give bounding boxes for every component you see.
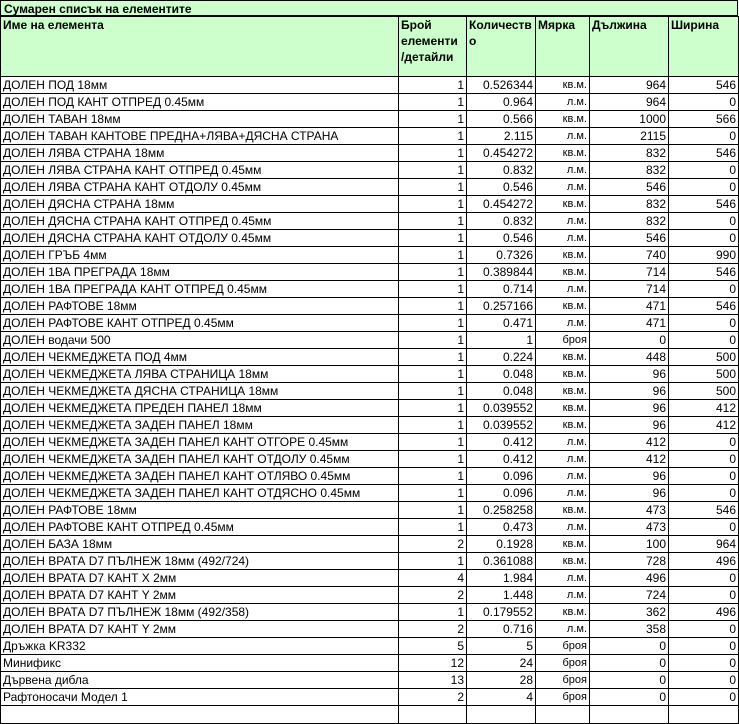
cell-length[interactable]: 832	[590, 196, 669, 213]
cell-quantity[interactable]: 0.048	[467, 366, 536, 383]
table-row	[1, 145, 739, 162]
cell-width[interactable]: 0	[669, 94, 739, 111]
cell-name[interactable]: Дървена дибла	[1, 672, 399, 689]
table-row	[1, 621, 739, 638]
cell-name[interactable]: ДОЛЕН ВРАТА D7 КАНТ Y 2мм	[1, 621, 399, 638]
cell-name[interactable]: ДОЛЕН ЧЕКМЕДЖЕТА ЗАДЕН ПАНЕЛ КАНТ ОТЛЯВО 0.45мм	[1, 468, 399, 485]
table-row	[1, 213, 739, 230]
cell-length[interactable]: 724	[590, 587, 669, 604]
cell-quantity[interactable]: 5	[467, 638, 536, 655]
empty-cell[interactable]	[467, 706, 536, 724]
cell-quantity[interactable]: 0.412	[467, 434, 536, 451]
cell-width[interactable]: 0	[669, 587, 739, 604]
cell-unit[interactable]: л.м.	[536, 128, 590, 145]
table-row	[1, 417, 739, 434]
table-body	[1, 77, 739, 724]
cell-name[interactable]: ДОЛЕН ТАВАН 18мм	[1, 111, 399, 128]
cell-length[interactable]: 740	[590, 247, 669, 264]
cell-length[interactable]: 832	[590, 145, 669, 162]
cell-count[interactable]: 1	[399, 281, 467, 298]
cell-count[interactable]: 1	[399, 213, 467, 230]
cell-name[interactable]: ДОЛЕН ЛЯВА СТРАНА 18мм	[1, 145, 399, 162]
empty-cell[interactable]	[399, 706, 467, 724]
cell-quantity[interactable]: 0.964	[467, 94, 536, 111]
cell-width[interactable]: 964	[669, 536, 739, 553]
cell-count[interactable]: 1	[399, 111, 467, 128]
cell-count[interactable]: 1	[399, 468, 467, 485]
cell-length[interactable]: 0	[590, 638, 669, 655]
cell-quantity[interactable]: 0.412	[467, 451, 536, 468]
table-row	[1, 315, 739, 332]
cell-length[interactable]: 0	[590, 689, 669, 706]
cell-count[interactable]: 5	[399, 638, 467, 655]
table-row	[1, 77, 739, 94]
table-row	[1, 94, 739, 111]
cell-unit[interactable]: л.м.	[536, 434, 590, 451]
cell-length[interactable]: 473	[590, 519, 669, 536]
cell-quantity[interactable]: 1.984	[467, 570, 536, 587]
cell-length[interactable]: 96	[590, 400, 669, 417]
cell-length[interactable]: 546	[590, 230, 669, 247]
cell-width[interactable]: 546	[669, 298, 739, 315]
cell-count[interactable]: 12	[399, 655, 467, 672]
cell-width[interactable]: 0	[669, 128, 739, 145]
cell-width[interactable]: 0	[669, 213, 739, 230]
cell-name[interactable]: ДОЛЕН ЧЕКМЕДЖЕТА ЗАДЕН ПАНЕЛ КАНТ ОТДЯСНО 0.45мм	[1, 485, 399, 502]
cell-width[interactable]: 0	[669, 468, 739, 485]
cell-width[interactable]: 0	[669, 689, 739, 706]
cell-unit[interactable]: л.м.	[536, 230, 590, 247]
cell-quantity[interactable]: 0.361088	[467, 553, 536, 570]
table-row	[1, 247, 739, 264]
cell-quantity[interactable]: 0.7326	[467, 247, 536, 264]
table-row	[1, 298, 739, 315]
cell-width[interactable]: 496	[669, 553, 739, 570]
cell-unit[interactable]: кв.м.	[536, 366, 590, 383]
cell-width[interactable]: 0	[669, 315, 739, 332]
cell-width[interactable]: 0	[669, 332, 739, 349]
cell-width[interactable]: 546	[669, 77, 739, 94]
cell-unit[interactable]: броя	[536, 332, 590, 349]
table-row	[1, 162, 739, 179]
cell-count[interactable]: 1	[399, 400, 467, 417]
cell-length[interactable]: 100	[590, 536, 669, 553]
table-row	[1, 502, 739, 519]
header-unit[interactable]: Мярка	[536, 17, 590, 77]
cell-width[interactable]: 0	[669, 451, 739, 468]
cell-quantity[interactable]: 0.566	[467, 111, 536, 128]
cell-quantity[interactable]: 0.1928	[467, 536, 536, 553]
cell-count[interactable]: 1	[399, 179, 467, 196]
cell-length[interactable]: 0	[590, 672, 669, 689]
cell-name[interactable]: ДОЛЕН ПОД КАНТ ОТПРЕД 0.45мм	[1, 94, 399, 111]
cell-length[interactable]: 1000	[590, 111, 669, 128]
cell-unit[interactable]: л.м.	[536, 485, 590, 502]
cell-quantity[interactable]: 1	[467, 332, 536, 349]
cell-width[interactable]: 0	[669, 485, 739, 502]
cell-name[interactable]: ДОЛЕН БАЗА 18мм	[1, 536, 399, 553]
cell-width[interactable]: 0	[669, 281, 739, 298]
cell-count[interactable]: 2	[399, 536, 467, 553]
cell-width[interactable]: 546	[669, 145, 739, 162]
table-row	[1, 672, 739, 689]
cell-unit[interactable]: броя	[536, 638, 590, 655]
cell-width[interactable]: 0	[669, 230, 739, 247]
cell-unit[interactable]: кв.м.	[536, 383, 590, 400]
cell-quantity[interactable]: 0.039552	[467, 417, 536, 434]
cell-name[interactable]: ДОЛЕН ВРАТА D7 ПЪЛНЕЖ 18мм (492/358)	[1, 604, 399, 621]
cell-name[interactable]: Рафтоносачи Модел 1	[1, 689, 399, 706]
table-row	[1, 281, 739, 298]
cell-quantity[interactable]: 24	[467, 655, 536, 672]
cell-name[interactable]: ДОЛЕН ВРАТА D7 ПЪЛНЕЖ 18мм (492/724)	[1, 553, 399, 570]
cell-count[interactable]: 1	[399, 128, 467, 145]
cell-count[interactable]: 1	[399, 162, 467, 179]
table-row	[1, 485, 739, 502]
empty-row	[1, 706, 739, 724]
cell-quantity[interactable]: 0.454272	[467, 145, 536, 162]
cell-unit[interactable]: кв.м.	[536, 111, 590, 128]
cell-length[interactable]: 96	[590, 485, 669, 502]
cell-width[interactable]: 496	[669, 604, 739, 621]
cell-width[interactable]: 0	[669, 434, 739, 451]
cell-length[interactable]: 412	[590, 451, 669, 468]
cell-name[interactable]: ДОЛЕН ЧЕКМЕДЖЕТА ЗАДЕН ПАНЕЛ КАНТ ОТДОЛУ 0.45мм	[1, 451, 399, 468]
table-row	[1, 128, 739, 145]
cell-unit[interactable]: кв.м.	[536, 400, 590, 417]
cell-name[interactable]: ДОЛЕН 1ВА ПРЕГРАДА 18мм	[1, 264, 399, 281]
cell-quantity[interactable]: 0.546	[467, 230, 536, 247]
cell-width[interactable]: 412	[669, 400, 739, 417]
cell-unit[interactable]: кв.м.	[536, 247, 590, 264]
cell-unit[interactable]: л.м.	[536, 162, 590, 179]
cell-length[interactable]: 96	[590, 383, 669, 400]
cell-count[interactable]: 1	[399, 417, 467, 434]
cell-unit[interactable]: кв.м.	[536, 536, 590, 553]
cell-quantity[interactable]: 28	[467, 672, 536, 689]
cell-length[interactable]: 358	[590, 621, 669, 638]
cell-count[interactable]: 1	[399, 196, 467, 213]
table-row	[1, 366, 739, 383]
cell-width[interactable]: 546	[669, 196, 739, 213]
cell-count[interactable]: 2	[399, 587, 467, 604]
cell-unit[interactable]: кв.м.	[536, 145, 590, 162]
table-row	[1, 383, 739, 400]
empty-cell[interactable]	[669, 706, 739, 724]
cell-width[interactable]: 0	[669, 672, 739, 689]
cell-name[interactable]: ДОЛЕН ЧЕКМЕДЖЕТА ЗАДЕН ПАНЕЛ 18мм	[1, 417, 399, 434]
cell-width[interactable]: 500	[669, 349, 739, 366]
cell-name[interactable]: ДОЛЕН ГРЪБ 4мм	[1, 247, 399, 264]
cell-name[interactable]: ДОЛЕН РАФТОВЕ КАНТ ОТПРЕД 0.45мм	[1, 315, 399, 332]
cell-count[interactable]: 1	[399, 383, 467, 400]
table-row	[1, 451, 739, 468]
table-row	[1, 570, 739, 587]
table-row	[1, 179, 739, 196]
cell-width[interactable]: 0	[669, 638, 739, 655]
cell-count[interactable]: 2	[399, 689, 467, 706]
cell-count[interactable]: 1	[399, 519, 467, 536]
cell-length[interactable]: 448	[590, 349, 669, 366]
cell-name[interactable]: ДОЛЕН ДЯСНА СТРАНА КАНТ ОТПРЕД 0.45мм	[1, 213, 399, 230]
cell-width[interactable]: 546	[669, 264, 739, 281]
cell-name[interactable]: ДОЛЕН ВРАТА D7 КАНТ Y 2мм	[1, 587, 399, 604]
cell-length[interactable]: 471	[590, 298, 669, 315]
cell-count[interactable]: 1	[399, 77, 467, 94]
cell-name[interactable]: ДОЛЕН ВРАТА D7 КАНТ X 2мм	[1, 570, 399, 587]
cell-length[interactable]: 964	[590, 77, 669, 94]
cell-count[interactable]: 1	[399, 349, 467, 366]
cell-width[interactable]: 0	[669, 519, 739, 536]
cell-width[interactable]: 412	[669, 417, 739, 434]
cell-quantity[interactable]: 0.832	[467, 162, 536, 179]
cell-unit[interactable]: кв.м.	[536, 604, 590, 621]
cell-quantity[interactable]: 0.389844	[467, 264, 536, 281]
cell-width[interactable]: 0	[669, 621, 739, 638]
cell-count[interactable]: 1	[399, 451, 467, 468]
cell-length[interactable]: 412	[590, 434, 669, 451]
cell-quantity[interactable]: 0.096	[467, 485, 536, 502]
cell-count[interactable]: 1	[399, 230, 467, 247]
table-row	[1, 519, 739, 536]
empty-cell[interactable]	[1, 706, 399, 724]
cell-quantity[interactable]: 0.048	[467, 383, 536, 400]
cell-count[interactable]: 1	[399, 366, 467, 383]
table-row	[1, 587, 739, 604]
cell-length[interactable]: 832	[590, 213, 669, 230]
cell-quantity[interactable]: 0.258258	[467, 502, 536, 519]
cell-quantity[interactable]: 0.257166	[467, 298, 536, 315]
cell-width[interactable]: 546	[669, 502, 739, 519]
cell-unit[interactable]: л.м.	[536, 570, 590, 587]
cell-width[interactable]: 0	[669, 655, 739, 672]
cell-name[interactable]: ДОЛЕН ЧЕКМЕДЖЕТА ЗАДЕН ПАНЕЛ КАНТ ОТГОРЕ 0.45мм	[1, 434, 399, 451]
table-row	[1, 638, 739, 655]
cell-name[interactable]: ДОЛЕН ДЯСНА СТРАНА 18мм	[1, 196, 399, 213]
cell-name[interactable]: ДОЛЕН РАФТОВЕ КАНТ ОТПРЕД 0.45мм	[1, 519, 399, 536]
table-row	[1, 111, 739, 128]
empty-cell[interactable]	[536, 706, 590, 724]
cell-quantity[interactable]: 1.448	[467, 587, 536, 604]
cell-quantity[interactable]: 2.115	[467, 128, 536, 145]
cell-name[interactable]: ДОЛЕН РАФТОВЕ 18мм	[1, 298, 399, 315]
cell-length[interactable]: 96	[590, 417, 669, 434]
cell-name[interactable]: ДОЛЕН ЛЯВА СТРАНА КАНТ ОТДОЛУ 0.45мм	[1, 179, 399, 196]
cell-width[interactable]: 0	[669, 570, 739, 587]
table-row	[1, 434, 739, 451]
cell-name[interactable]: Минификс	[1, 655, 399, 672]
cell-count[interactable]: 1	[399, 502, 467, 519]
header-row	[1, 17, 739, 77]
table-row	[1, 689, 739, 706]
cell-width[interactable]: 500	[669, 366, 739, 383]
cell-length[interactable]: 96	[590, 468, 669, 485]
table-row	[1, 604, 739, 621]
cell-length[interactable]: 728	[590, 553, 669, 570]
header-name[interactable]: Име на елемента	[1, 17, 399, 77]
cell-length[interactable]: 496	[590, 570, 669, 587]
cell-count[interactable]: 1	[399, 145, 467, 162]
table-row	[1, 230, 739, 247]
sheet-title: Сумарен списък на елементите	[0, 0, 738, 16]
cell-count[interactable]: 1	[399, 485, 467, 502]
header-quantity[interactable]: Количество	[467, 17, 536, 77]
cell-quantity[interactable]: 0.546	[467, 179, 536, 196]
cell-count[interactable]: 1	[399, 604, 467, 621]
header-width[interactable]: Ширина	[669, 17, 739, 77]
cell-name[interactable]: ДОЛЕН ЧЕКМЕДЖЕТА ПОД 4мм	[1, 349, 399, 366]
cell-count[interactable]: 4	[399, 570, 467, 587]
cell-length[interactable]: 96	[590, 366, 669, 383]
cell-width[interactable]: 0	[669, 162, 739, 179]
cell-name[interactable]: ДОЛЕН ЧЕКМЕДЖЕТА ПРЕДЕН ПАНЕЛ 18мм	[1, 400, 399, 417]
cell-unit[interactable]: л.м.	[536, 451, 590, 468]
cell-unit[interactable]: л.м.	[536, 94, 590, 111]
cell-count[interactable]: 1	[399, 264, 467, 281]
cell-name[interactable]: Дръжка KR332	[1, 638, 399, 655]
cell-name[interactable]: ДОЛЕН ЛЯВА СТРАНА КАНТ ОТПРЕД 0.45мм	[1, 162, 399, 179]
cell-unit[interactable]: л.м.	[536, 519, 590, 536]
cell-length[interactable]: 0	[590, 332, 669, 349]
cell-length[interactable]: 2115	[590, 128, 669, 145]
cell-unit[interactable]: кв.м.	[536, 264, 590, 281]
cell-width[interactable]: 990	[669, 247, 739, 264]
cell-unit[interactable]: л.м.	[536, 179, 590, 196]
cell-width[interactable]: 0	[669, 179, 739, 196]
cell-name[interactable]: ДОЛЕН 1ВА ПРЕГРАДА КАНТ ОТПРЕД 0.45мм	[1, 281, 399, 298]
cell-unit[interactable]: броя	[536, 672, 590, 689]
cell-name[interactable]: ДОЛЕН РАФТОВЕ 18мм	[1, 502, 399, 519]
cell-name[interactable]: ДОЛЕН ДЯСНА СТРАНА КАНТ ОТДОЛУ 0.45мм	[1, 230, 399, 247]
header-count[interactable]: Брой елементи /детайли	[399, 17, 467, 77]
cell-name[interactable]: ДОЛЕН ТАВАН КАНТОВЕ ПРЕДНА+ЛЯВА+ДЯСНА СТРАНА	[1, 128, 399, 145]
cell-length[interactable]: 0	[590, 655, 669, 672]
cell-count[interactable]: 1	[399, 298, 467, 315]
cell-length[interactable]: 714	[590, 281, 669, 298]
cell-quantity[interactable]: 0.471	[467, 315, 536, 332]
cell-name[interactable]: ДОЛЕН ЧЕКМЕДЖЕТА ДЯСНА СТРАНИЦА 18мм	[1, 383, 399, 400]
cell-count[interactable]: 1	[399, 315, 467, 332]
cell-unit[interactable]: л.м.	[536, 315, 590, 332]
table-row	[1, 332, 739, 349]
cell-unit[interactable]: кв.м.	[536, 553, 590, 570]
cell-name[interactable]: ДОЛЕН ЧЕКМЕДЖЕТА ЛЯВА СТРАНИЦА 18мм	[1, 366, 399, 383]
cell-count[interactable]: 13	[399, 672, 467, 689]
cell-count[interactable]: 2	[399, 621, 467, 638]
cell-length[interactable]: 546	[590, 179, 669, 196]
table-row	[1, 655, 739, 672]
cell-length[interactable]: 362	[590, 604, 669, 621]
cell-width[interactable]: 500	[669, 383, 739, 400]
table-row	[1, 400, 739, 417]
cell-unit[interactable]: л.м.	[536, 587, 590, 604]
cell-count[interactable]: 1	[399, 94, 467, 111]
cell-length[interactable]: 964	[590, 94, 669, 111]
cell-unit[interactable]: л.м.	[536, 213, 590, 230]
cell-unit[interactable]: л.м.	[536, 468, 590, 485]
empty-cell[interactable]	[590, 706, 669, 724]
cell-width[interactable]: 566	[669, 111, 739, 128]
table-row	[1, 264, 739, 281]
cell-quantity[interactable]: 0.716	[467, 621, 536, 638]
cell-quantity[interactable]: 0.526344	[467, 77, 536, 94]
cell-length[interactable]: 473	[590, 502, 669, 519]
cell-count[interactable]: 1	[399, 553, 467, 570]
cell-unit[interactable]: л.м.	[536, 621, 590, 638]
cell-length[interactable]: 471	[590, 315, 669, 332]
cell-unit[interactable]: кв.м.	[536, 196, 590, 213]
cell-unit[interactable]: л.м.	[536, 281, 590, 298]
cell-quantity[interactable]: 0.473	[467, 519, 536, 536]
header-length[interactable]: Дължина	[590, 17, 669, 77]
cell-name[interactable]: ДОЛЕН ПОД 18мм	[1, 77, 399, 94]
table-row	[1, 536, 739, 553]
cell-length[interactable]: 714	[590, 264, 669, 281]
table-row	[1, 196, 739, 213]
cell-quantity[interactable]: 0.179552	[467, 604, 536, 621]
table-row	[1, 553, 739, 570]
cell-quantity[interactable]: 4	[467, 689, 536, 706]
cell-name[interactable]: ДОЛЕН водачи 500	[1, 332, 399, 349]
cell-quantity[interactable]: 0.039552	[467, 400, 536, 417]
cell-unit[interactable]: кв.м.	[536, 298, 590, 315]
table-row	[1, 468, 739, 485]
cell-count[interactable]: 1	[399, 332, 467, 349]
cell-unit[interactable]: кв.м.	[536, 417, 590, 434]
table-row	[1, 349, 739, 366]
cell-quantity[interactable]: 0.454272	[467, 196, 536, 213]
cell-unit[interactable]: кв.м.	[536, 77, 590, 94]
cell-unit[interactable]: броя	[536, 655, 590, 672]
cell-length[interactable]: 832	[590, 162, 669, 179]
cell-quantity[interactable]: 0.832	[467, 213, 536, 230]
cell-quantity[interactable]: 0.714	[467, 281, 536, 298]
cell-unit[interactable]: кв.м.	[536, 349, 590, 366]
cell-quantity[interactable]: 0.224	[467, 349, 536, 366]
cell-quantity[interactable]: 0.096	[467, 468, 536, 485]
cell-unit[interactable]: кв.м.	[536, 502, 590, 519]
cell-count[interactable]: 1	[399, 247, 467, 264]
cell-count[interactable]: 1	[399, 434, 467, 451]
elements-table	[0, 16, 739, 724]
cell-unit[interactable]: броя	[536, 689, 590, 706]
